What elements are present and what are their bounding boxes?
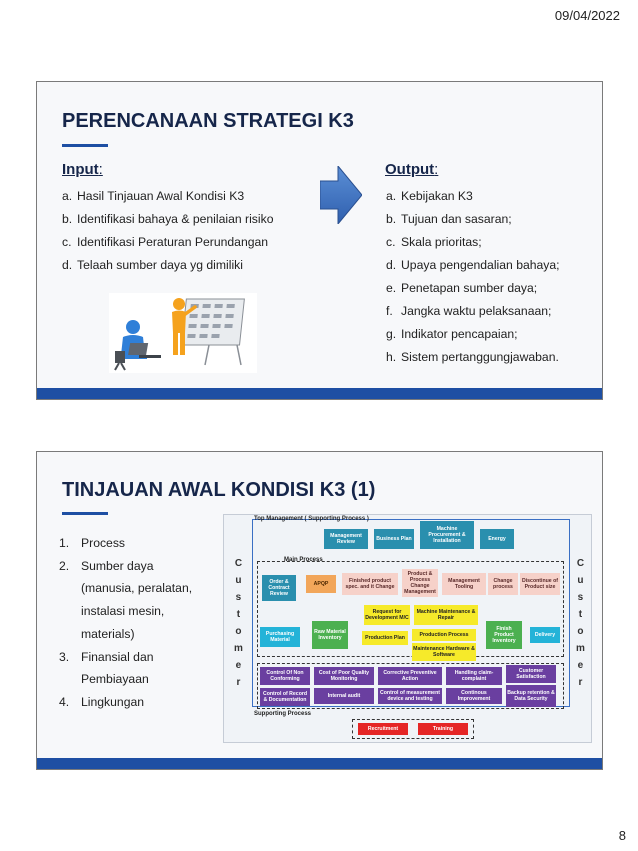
date-label: 09/04/2022 xyxy=(554,8,620,23)
list-item: g. Indikator pencapaian; xyxy=(386,327,518,341)
top-management-label: Top Management ( Supporting Process ) xyxy=(254,516,369,522)
slide-footer-bar xyxy=(37,758,602,769)
list-item: d. Upaya pengendalian bahaya; xyxy=(386,258,560,272)
supporting-process-label: Supporting Process xyxy=(254,711,312,717)
list-item: c. Identifikasi Peraturan Perundangan xyxy=(62,235,269,249)
tinjauan-list xyxy=(59,532,211,714)
box-control-non-conforming: Control Of Non Conforming xyxy=(260,667,310,685)
output-heading: Output: xyxy=(385,161,439,178)
box-apqp: APQP xyxy=(306,575,336,593)
box-internal-audit: Internal audit xyxy=(314,688,374,704)
box-recruitment: Recruitment xyxy=(358,723,408,735)
output-list xyxy=(386,188,560,372)
input-list xyxy=(62,188,273,280)
box-production-process: Production Process xyxy=(412,629,476,641)
title-underline xyxy=(62,144,108,147)
input-heading: Input: xyxy=(62,161,103,178)
list-item: d. Telaah sumber daya yg dimiliki xyxy=(62,258,243,272)
box-training: Training xyxy=(418,723,468,735)
process-diagram xyxy=(223,514,592,743)
box-business-plan: Business Plan xyxy=(374,529,414,549)
box-finished-product-spec: Finished product spec. and it Change xyxy=(342,573,398,595)
box-control-measurement: Control of measurement device and testing xyxy=(378,688,442,704)
customer-right-label: C u s t o m e r xyxy=(576,558,585,688)
box-raw-material-inventory: Raw Material Inventory xyxy=(312,621,348,649)
box-management-tooling: Management Tooling xyxy=(442,573,486,595)
list-item: a. Hasil Tinjauan Awal Kondisi K3 xyxy=(62,189,245,203)
box-customer-satisfaction: Customer Satisfaction xyxy=(506,665,556,683)
list-item: e. Penetapan sumber daya; xyxy=(386,281,538,295)
list-item: a. Kebijakan K3 xyxy=(386,189,473,203)
list-item: h. Sistem pertanggungjawaban. xyxy=(386,350,559,364)
box-delivery: Delivery xyxy=(530,627,560,643)
box-control-record: Control of Record & Documentation xyxy=(260,688,310,706)
presentation-clipart xyxy=(109,293,257,373)
box-handling-claim: Handling claim- complaint xyxy=(446,667,502,685)
list-item: 2. Sumber daya (manusia, peralatan, instalasi mesin, materials) xyxy=(59,558,193,641)
customer-left-label: C u s t o m e r xyxy=(234,558,243,688)
box-energy: Energy xyxy=(480,529,514,549)
box-continous-improvement: Continous Improvement xyxy=(446,688,502,704)
list-item: b. Identifikasi bahaya & penilaian risiko xyxy=(62,212,274,226)
slide-footer-bar xyxy=(37,388,602,399)
slide-tinjauan-awal xyxy=(36,451,603,770)
slide-title: PERENCANAAN STRATEGI K3 xyxy=(62,110,354,132)
box-corrective-preventive: Corrective Preventive Action xyxy=(378,667,442,685)
list-item: 1. Process xyxy=(59,536,126,550)
box-order-contract-review: Order & Contract Review xyxy=(262,575,296,601)
right-arrow-icon xyxy=(320,166,362,224)
slide-title: TINJAUAN AWAL KONDISI K3 (1) xyxy=(62,479,376,501)
box-request-development: Request for Development M/C xyxy=(364,605,410,625)
list-item: b. Tujuan dan sasaran; xyxy=(386,212,512,226)
list-item: c. Skala prioritas; xyxy=(386,235,482,249)
box-product-process-change: Product & Process Change Management xyxy=(402,569,438,597)
box-change-process: Change process xyxy=(488,573,518,595)
box-backup-retention: Backup retention & Data Security xyxy=(506,685,556,707)
box-machine-procurement: Machine Procurement & Installation xyxy=(420,521,474,549)
box-finish-product-inventory: Finish Product Inventory xyxy=(486,621,522,649)
title-underline xyxy=(62,512,108,515)
box-machine-maintenance: Machine Maintenance & Repair xyxy=(414,605,478,625)
list-item: 3. Finansial dan Pembiayaan xyxy=(59,649,154,687)
page-number: 8 xyxy=(618,828,626,843)
box-production-plan: Production Plan xyxy=(362,631,408,645)
list-item: f. Jangka waktu pelaksanaan; xyxy=(386,304,552,318)
box-cost-poor-quality: Cost of Poor Quality Monitoring xyxy=(314,667,374,685)
slide-perencanaan-strategi xyxy=(36,81,603,400)
box-maintenance-hardware: Maintenance Hardware & Software xyxy=(412,643,476,661)
box-management-review: Management Review xyxy=(324,529,368,549)
main-process-label: Main Process xyxy=(284,557,323,563)
list-item: 4. Lingkungan xyxy=(59,694,145,709)
box-discontinue-product: Discontinue of Product size xyxy=(520,573,560,595)
box-purchasing-material: Purchasing Material xyxy=(260,627,300,647)
